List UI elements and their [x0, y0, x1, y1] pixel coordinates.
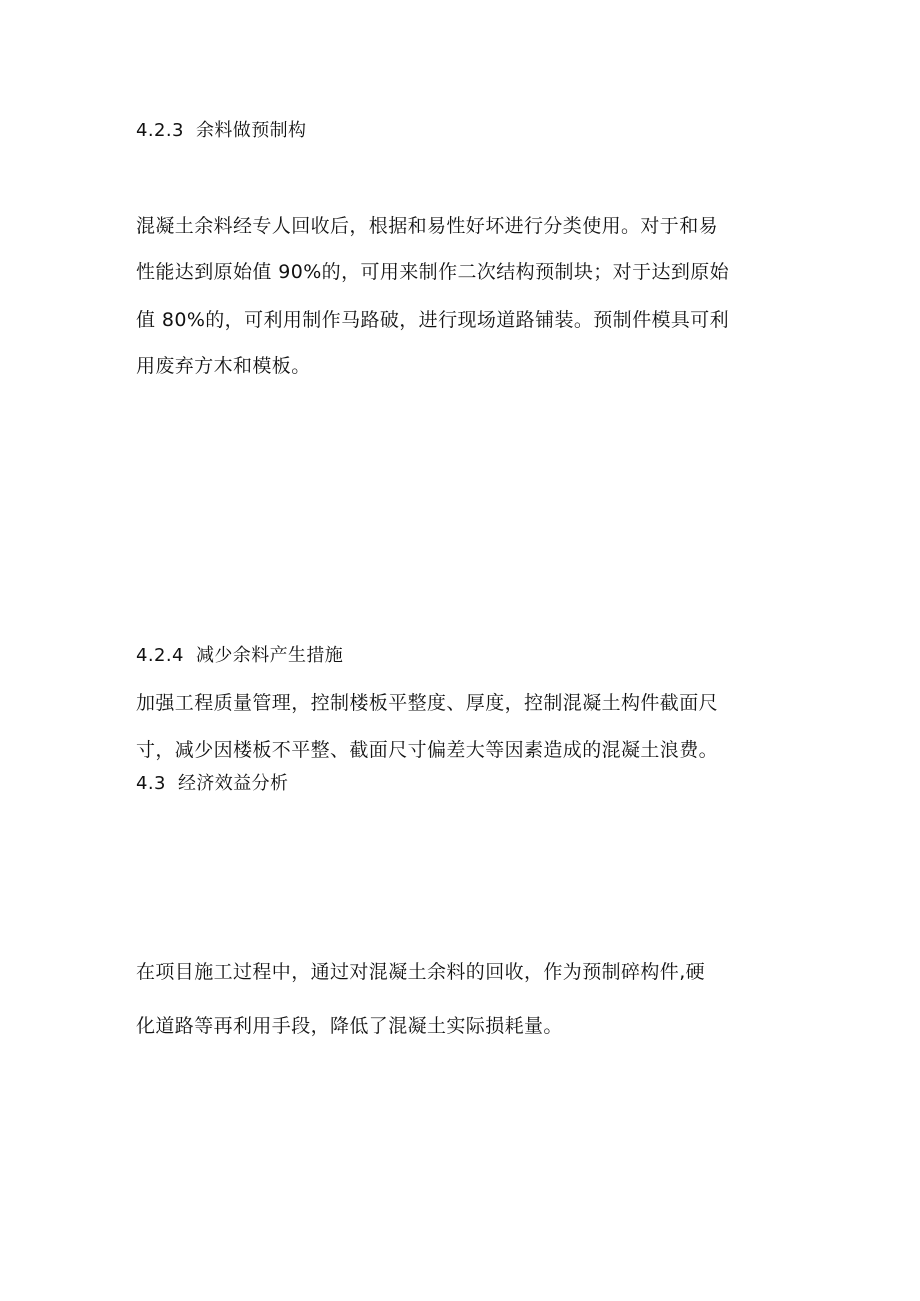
- section-heading-4-2-3: [136, 119, 306, 143]
- paragraph-line: 混凝土余料经专人回收后，根据和易性好坏进行分类使用。对于和易: [136, 215, 719, 237]
- section-title: 减少余料产生措施: [196, 645, 344, 666]
- paragraph-line: 寸，减少因楼板不平整、截面尺寸偏差大等因素造成的混凝土浪费。: [136, 739, 719, 761]
- section-heading-4-3: [136, 772, 288, 796]
- section-heading-4-2-4: [136, 644, 343, 668]
- section-title: 余料做预制构: [196, 120, 307, 141]
- section-number: 4.2.4: [136, 645, 184, 666]
- section-title: 经济效益分析: [178, 773, 289, 794]
- paragraph-line: 性能达到原始值 90%的，可用来制作二次结构预制块；对于达到原始: [136, 261, 730, 283]
- section-number: 4.2.3: [136, 120, 184, 141]
- paragraph-line: 值 80%的，可利用制作马路破，进行现场道路铺装。预制件模具可利: [136, 309, 730, 331]
- paragraph-line: 在项目施工过程中，通过对混凝土余料的回收，作为预制碎构件,硬: [136, 961, 706, 983]
- paragraph-line: 化道路等再利用手段，降低了混凝土实际损耗量。: [136, 1015, 563, 1037]
- paragraph-line: 加强工程质量管理，控制楼板平整度、厚度，控制混凝土构件截面尺: [136, 692, 719, 714]
- paragraph-line: 用废弃方木和模板。: [136, 355, 311, 377]
- section-number: 4.3: [136, 773, 166, 794]
